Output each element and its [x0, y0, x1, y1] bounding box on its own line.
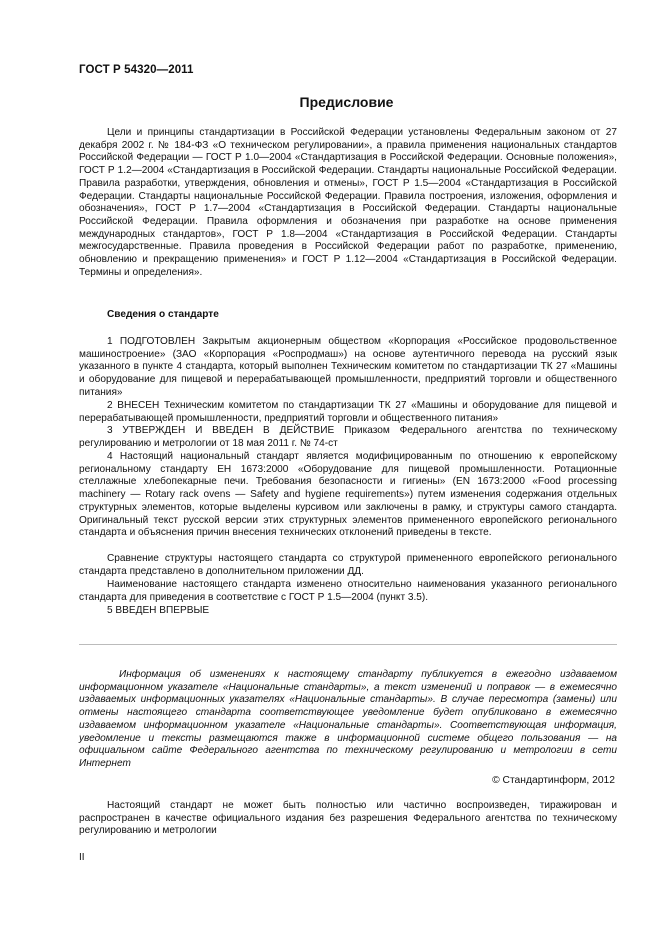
about-item-3: 3 УТВЕРЖДЕН И ВВЕДЕН В ДЕЙСТВИЕ Приказом Федерального агентства по техническому регулированию и метрологии от 18 мая 2011 г. № 74-ст	[79, 425, 617, 449]
copyright: © Стандартинформ, 2012	[492, 775, 615, 786]
about-item-4: 4 Настоящий национальный стандарт является модифицированным по отношению к европейскому региональному стандарту ЕН 1673:2000 «Оборудование для пищевой промышленности. Ротационные стеллажные хлебопекарные печи. Требования безопасности и гигиены» (EN 1673:2000 «Food processing machinery — Rotary rack ovens — Safety and hygiene requirements») путем изменения содержания отдельных структурных элементов, которые выделены курсивом или заключены в рамку, и структуры самого стандарта. Оригинальный текст русской версии этих структурных элементов примененного европейского регионального стандарта и объяснения причин внесения технических отклонений приведены в тексте.	[79, 451, 617, 539]
page-number: II	[79, 852, 85, 863]
reproduction-notice: Настоящий стандарт не может быть полностью или частично воспроизведен, тиражирован и распространен в качестве официального издания без разрешения Федерального агентства по техническому регулированию и метрологии	[79, 800, 617, 837]
document-header: ГОСТ Р 54320—2011	[79, 64, 194, 76]
page-title	[0, 94, 661, 110]
about-item-5: 5 ВВЕДЕН ВПЕРВЫЕ	[107, 605, 210, 616]
about-item-4-name-change: Наименование настоящего стандарта изменено относительно наименования указанного регионального стандарта для приведения в соответствие с ГОСТ Р 1.5—2004 (пункт 3.5).	[79, 579, 617, 603]
section-divider	[79, 644, 617, 645]
about-heading: Сведения о стандарте	[107, 309, 219, 320]
page-title-text: Предисловие	[299, 94, 394, 110]
about-item-4-comparison: Сравнение структуры настоящего стандарта со структурой примененного европейского регионального стандарта представлено в дополнительном приложении ДД.	[79, 553, 617, 577]
about-item-1: 1 ПОДГОТОВЛЕН Закрытым акционерным обществом «Корпорация «Российское продовольственное машиностроение» (ЗАО «Корпорация «Роспродмаш») на основе аутентичного перевода на русский язык указанного в пункте 4 стандарта, который выполнен Техническим комитетом по стандартизации ТК 27 «Машины и оборудование для пищевой и перерабатывающей промышленности, предприятий торговли и общественного питания»	[79, 336, 617, 398]
about-item-2: 2 ВНЕСЕН Техническим комитетом по стандартизации ТК 27 «Машины и оборудование для пищевой и перерабатывающей промышленности, предприятий торговли и общественного питания»	[79, 400, 617, 424]
info-notice: Информация об изменениях к настоящему стандарту публикуется в ежегодно издаваемом информационном указателе «Национальные стандарты», а текст изменений и поправок — в ежемесячно издаваемых информационных указателях «Национальные стандарты». В случае пересмотра (замены) или отмены настоящего стандарта соответствующее уведомление будет опубликовано в ежемесячно издаваемом информационном указателе «Национальные стандарты». Соответствующая информация, уведомление и тексты размещаются также в информационной системе общего пользования — на официальном сайте Федерального агентства по техническому регулированию и метрологии в сети Интернет	[79, 669, 617, 769]
intro-paragraph: Цели и принципы стандартизации в Российской Федерации установлены Федеральным законом от 27 декабря 2002 г. № 184-ФЗ «О техническом регулировании», а правила применения национальных стандартов Российской Федерации — ГОСТ Р 1.0—2004 «Стандартизация в Российской Федерации. Основные положения», ГОСТ Р 1.2—2004 «Стандартизация в Российской Федерации. Стандарты национальные Российской Федерации. Правила разработки, утверждения, обновления и отмены», ГОСТ Р 1.5—2004 «Стандартизация в Российской Федерации. Стандарты национальные Российской Федерации. Правила построения, изложения, оформления и обозначения», ГОСТ Р 1.7—2004 «Стандартизация в Российской Федерации. Стандарты национальные Российской Федерации. Правила оформления и обозначения при разработке на основе применения международных стандартов», ГОСТ Р 1.8—2004 «Стандартизация в Российской Федерации. Стандарты межгосударственные. Правила проведения в Российской Федерации работ по разработке, применению, обновлению и прекращению применения» и ГОСТ Р 1.12—2004 «Стандартизация в Российской Федерации. Термины и определения».	[79, 127, 617, 278]
